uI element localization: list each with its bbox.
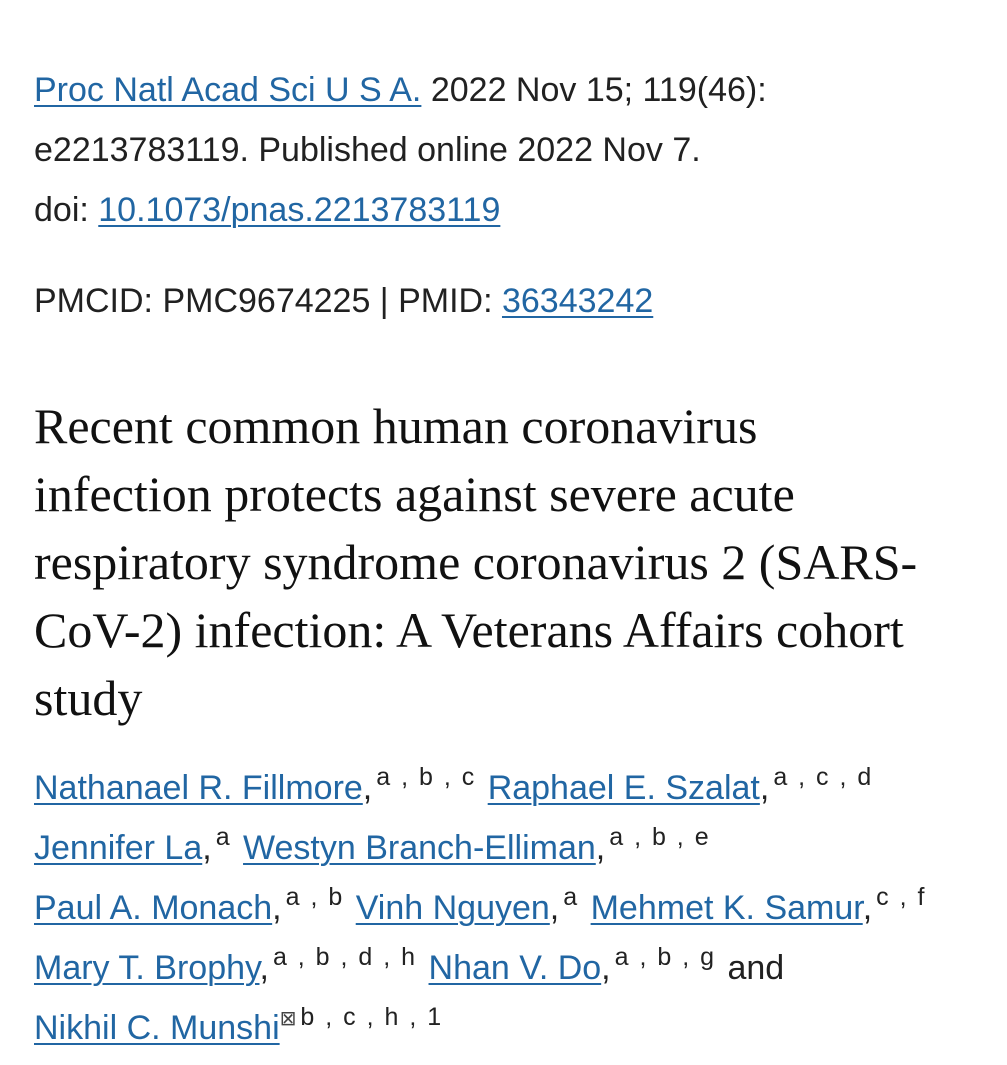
- and-text: and: [718, 949, 785, 987]
- title-line: respiratory syndrome coronavirus 2 (SARS-: [34, 534, 918, 590]
- author-link[interactable]: Nathanael R. Fillmore: [34, 769, 363, 807]
- author-row: [34, 883, 928, 933]
- author-link[interactable]: Nhan V. Do: [428, 949, 602, 987]
- author-link[interactable]: Raphael E. Szalat: [487, 769, 760, 807]
- author-affiliations[interactable]: c , f: [876, 883, 927, 911]
- author-separator: ,: [549, 889, 560, 927]
- author-affiliations[interactable]: a , b , e: [609, 823, 711, 851]
- author-link[interactable]: Westyn Branch-Elliman: [243, 829, 596, 867]
- author-affiliations[interactable]: a: [215, 823, 232, 851]
- title-line: infection protects against severe acute: [34, 466, 795, 522]
- pmid-link[interactable]: 36343242: [501, 282, 654, 320]
- author-affiliations[interactable]: b , c , h , 1: [300, 1003, 444, 1031]
- article-title: [34, 392, 969, 732]
- issue-info: 2022 Nov 15; 119(46):: [421, 71, 767, 109]
- author-separator: ,: [202, 829, 212, 867]
- author-affiliations[interactable]: a , b , g: [614, 943, 717, 971]
- title-line: CoV-2) infection: A Veterans Affairs cohort: [34, 602, 904, 658]
- author-affiliations[interactable]: a , b , d , h: [272, 943, 418, 971]
- author-separator: ,: [272, 889, 282, 927]
- author-separator: ,: [759, 769, 770, 807]
- author-affiliations[interactable]: a , b: [285, 883, 345, 911]
- author-link[interactable]: Paul A. Monach: [34, 889, 273, 927]
- author-separator: ,: [601, 949, 611, 987]
- doi-line: [34, 190, 500, 230]
- author-link[interactable]: Vinh Nguyen: [355, 889, 550, 927]
- identifier-line: [34, 281, 653, 321]
- author-row: [34, 1003, 445, 1055]
- author-link[interactable]: Mary T. Brophy: [34, 949, 260, 987]
- author-separator: ,: [362, 769, 373, 807]
- author-link[interactable]: Jennifer La: [34, 829, 203, 867]
- author-row: [34, 943, 785, 993]
- author-separator: ,: [862, 889, 873, 927]
- pmcid-text: PMCID: PMC9674225 | PMID:: [34, 282, 502, 320]
- citation-line-2: [34, 130, 701, 170]
- author-affiliations[interactable]: a , b , c: [376, 763, 477, 791]
- doi-link[interactable]: 10.1073/pnas.2213783119: [98, 191, 501, 229]
- email-icon[interactable]: ⊠: [279, 1008, 297, 1030]
- doi-label: doi:: [34, 191, 99, 229]
- title-line: study: [34, 670, 143, 726]
- author-row: [34, 823, 713, 873]
- author-separator: ,: [595, 829, 606, 867]
- author-separator: ,: [259, 949, 269, 987]
- journal-link[interactable]: Proc Natl Acad Sci U S A.: [34, 71, 422, 109]
- author-affiliations[interactable]: a: [563, 883, 580, 911]
- author-row: [34, 763, 875, 813]
- title-line: Recent common human coronavirus: [34, 398, 758, 454]
- author-affiliations[interactable]: a , c , d: [773, 763, 874, 791]
- author-link[interactable]: Mehmet K. Samur: [590, 889, 863, 927]
- citation-line-1: [34, 70, 767, 110]
- article-id: e2213783119. Published online 2022 Nov 7.: [34, 131, 701, 169]
- author-link[interactable]: Nikhil C. Munshi: [34, 1009, 280, 1047]
